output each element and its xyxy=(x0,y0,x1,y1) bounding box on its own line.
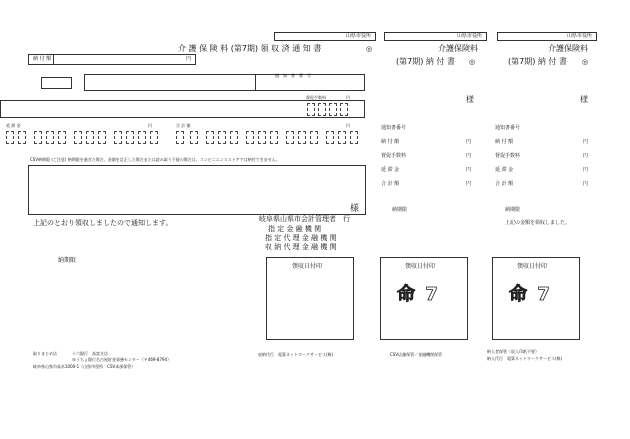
city-office-box-1 xyxy=(274,32,376,41)
stub2-surcharge: 督促手数料 xyxy=(381,153,407,159)
stub3-amount: 納 付 額 xyxy=(495,139,514,145)
main-title: 介 護 保 険 料 (第7期) 領 収 済 通 知 書 xyxy=(178,44,322,53)
copy-marker: ◎ xyxy=(582,58,589,66)
digit-box xyxy=(206,131,214,144)
csv-keep: CSV店舗保管／金融機関保管 xyxy=(390,352,443,357)
stub2-due-date: 納期限 xyxy=(392,207,408,213)
digit-box xyxy=(6,131,14,144)
digit-box xyxy=(46,131,54,144)
copy-marker: ◎ xyxy=(469,58,476,66)
stub3-due-date: 納期限 xyxy=(505,207,521,213)
seal-text: 命 7 xyxy=(397,284,440,305)
stub3-late-fee: 延 滞 金 xyxy=(495,167,514,173)
city-office-box-3 xyxy=(497,32,597,41)
receipt-notice: 上記のとおり領収しましたので通知します。 xyxy=(33,219,173,227)
seal-text: 命 7 xyxy=(509,284,552,305)
stub2-yen: 円 xyxy=(466,167,472,173)
notice-number-label: 通 知 書 番 号 xyxy=(275,73,311,78)
receipt-stamp-box-3 xyxy=(492,257,580,340)
stub3-yen: 円 xyxy=(583,153,589,159)
city-office-label: 山県市役所 xyxy=(566,33,592,39)
yen-unit: 円 xyxy=(185,56,191,62)
digit-box xyxy=(230,131,238,144)
stub2-late-fee: 延 滞 金 xyxy=(381,167,400,173)
divider xyxy=(53,55,54,64)
stub2-sama: 様 xyxy=(466,95,474,104)
digit-box xyxy=(218,131,226,144)
bank-agent: 指 定 代 理 金 融 機 関 xyxy=(265,234,337,242)
stub3-title-1: 介護保険料 xyxy=(548,44,588,53)
payment-amount-box xyxy=(28,54,196,65)
yen-unit: 円 xyxy=(346,95,350,100)
digit-box xyxy=(286,131,294,144)
stub2-yen: 円 xyxy=(466,181,472,187)
stub2-total: 合 計 額 xyxy=(381,181,400,187)
stub3-notice-number: 通知書番号 xyxy=(495,125,521,131)
aggregation-label: 取りまとめ店 xyxy=(33,351,57,356)
notice-number-small-box xyxy=(41,77,72,89)
stub3-yen: 円 xyxy=(583,139,589,145)
notice-number-box xyxy=(84,74,365,91)
digit-box xyxy=(176,131,184,144)
surcharge-label: 督促手数料 xyxy=(306,95,326,100)
stub3-title-2: (第7期) 納 付 書 xyxy=(508,57,567,66)
digit-box xyxy=(298,131,306,144)
stub2-amount: 納 付 額 xyxy=(381,139,400,145)
stub3-sama: 様 xyxy=(580,95,588,104)
issuer: 岐阜県山県市会計管理者 行 xyxy=(259,215,350,223)
aggregation-address: 岐阜県山県市高木1000-1（山県市役所 CSV本部保管） xyxy=(33,364,136,369)
csv-note: CSV納期限 (ご注意) 納期限を過ぎた場合、金額を訂正した場合または読み取り不能の場合は、コンビニエンスストアでは納付できません。 xyxy=(30,157,280,162)
digit-box xyxy=(307,103,315,116)
digit-box xyxy=(270,131,278,144)
digit-box xyxy=(114,131,122,144)
bank-designated: 指 定 金 融 機 関 xyxy=(268,225,322,233)
aggregation-bank: 十六銀行 高富支店 xyxy=(72,351,108,356)
stub2-notice-number: 通知書番号 xyxy=(381,125,407,131)
receipt-stamp-box-2 xyxy=(380,257,468,340)
digit-box xyxy=(18,131,26,144)
digit-box xyxy=(258,131,266,144)
late-fee-label: 延 滞 金 xyxy=(6,123,21,128)
stub3-received-note: 上記の金額を領収しました。 xyxy=(505,220,571,226)
digit-box xyxy=(338,131,346,144)
digit-box xyxy=(310,131,318,144)
digit-box xyxy=(318,103,326,116)
receipt-stamp-box-1 xyxy=(266,257,354,340)
digit-box xyxy=(340,103,348,116)
total-digits xyxy=(176,131,366,145)
keep-3b: 納入代行 電算ネットワークサービス(株) xyxy=(487,356,563,361)
stub3-yen: 円 xyxy=(583,181,589,187)
address-box xyxy=(28,165,366,215)
late-fee-digits xyxy=(6,131,166,145)
aggregation-post: ゆうちょ銀行名古屋貯金事務センター（〒469-8794） xyxy=(72,357,172,362)
digit-box xyxy=(150,131,158,144)
digit-box xyxy=(98,131,106,144)
receipt-stamp-label: 領収日付印 xyxy=(517,263,548,270)
digit-box xyxy=(329,103,337,116)
divider xyxy=(255,75,256,90)
digit-box xyxy=(86,131,94,144)
stub3-total: 合 計 額 xyxy=(495,181,514,187)
digit-box xyxy=(34,131,42,144)
digit-box xyxy=(126,131,134,144)
total-label: 合 計 額 xyxy=(176,123,191,128)
stub2-yen: 円 xyxy=(466,153,472,159)
digit-box xyxy=(74,131,82,144)
keep-3a: 納入者保管（収入印紙不要） xyxy=(487,349,539,354)
stub3-yen: 円 xyxy=(583,167,589,173)
addressee-sama: 様 xyxy=(350,204,360,214)
receipt-stamp-label: 領収日付印 xyxy=(405,263,436,270)
copy-marker: ◎ xyxy=(366,45,373,53)
due-date-label: 納期限 xyxy=(58,257,77,264)
city-office-box-2 xyxy=(384,32,487,41)
digit-box xyxy=(58,131,66,144)
payment-amount-label: 納 付 額 xyxy=(33,56,52,62)
agent-2: 収納代行 電算ネットワークサービス(株) xyxy=(258,352,334,357)
receipt-stamp-label: 領収日付印 xyxy=(292,263,323,270)
bank-receipt-agent: 収 納 代 理 金 融 機 関 xyxy=(265,243,337,251)
digit-box xyxy=(246,131,254,144)
digit-box xyxy=(190,131,198,144)
city-office-label: 山県市役所 xyxy=(456,33,482,39)
yen-unit: 円 xyxy=(148,123,152,128)
stub2-title-1: 介護保険料 xyxy=(438,44,478,53)
stub2-yen: 円 xyxy=(466,139,472,145)
digit-box xyxy=(326,131,334,144)
digit-box xyxy=(350,131,358,144)
city-office-label: 山県市役所 xyxy=(345,33,371,39)
stub2-title-2: (第7期) 納 付 書 xyxy=(396,57,455,66)
yen-unit: 円 xyxy=(346,123,350,128)
digit-box xyxy=(138,131,146,144)
stub3-surcharge: 督促手数料 xyxy=(495,153,521,159)
